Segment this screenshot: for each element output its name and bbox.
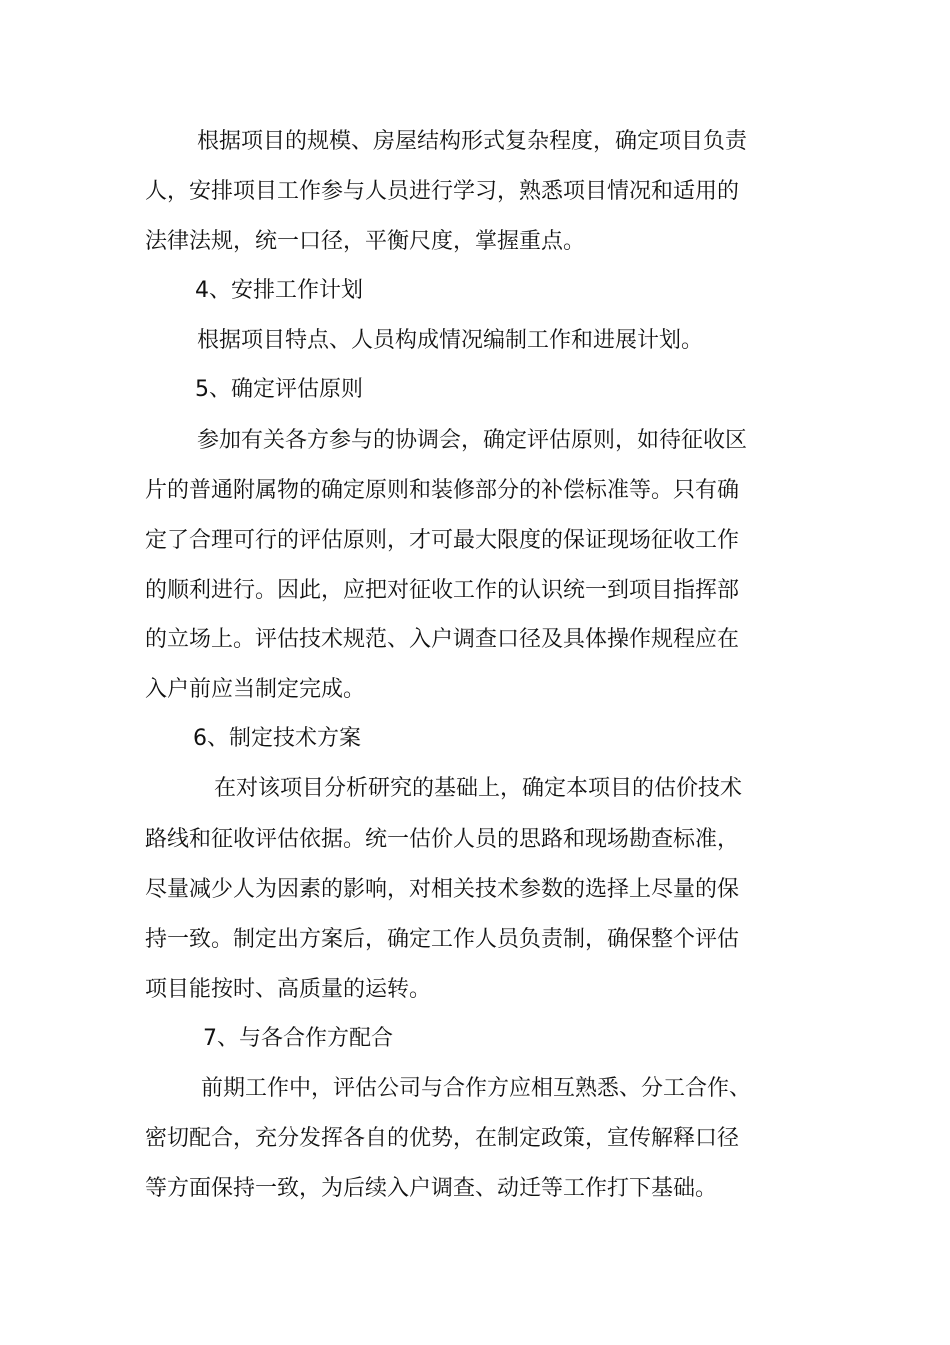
paragraph-line: 定了合理可行的评估原则，才可最大限度的保证现场征收工作 [145,528,740,553]
paragraph-line: 参加有关各方参与的协调会，确定评估原则，如待征收区 [197,428,748,453]
paragraph-line: 入户前应当制定完成。 [145,677,366,702]
paragraph-line: 在对该项目分析研究的基础上，确定本项目的估价技术 [214,776,743,801]
paragraph-line: 项目能按时、高质量的运转。 [145,977,432,1002]
paragraph-line: 的立场上。评估技术规范、入户调查口径及具体操作规程应在 [145,627,740,652]
section-heading-4: 4、安排工作计划 [195,278,363,303]
paragraph-line: 法律法规，统一口径，平衡尺度，掌握重点。 [145,229,586,254]
paragraph-line: 人，安排项目工作参与人员进行学习，熟悉项目情况和适用的 [145,179,740,204]
section-heading-6: 6、制定技术方案 [193,726,361,751]
section-heading-7: 7、与各合作方配合 [203,1026,393,1051]
paragraph-line: 密切配合，充分发挥各自的优势，在制定政策，宣传解释口径 [145,1126,740,1151]
paragraph-line: 等方面保持一致，为后续入户调查、动迁等工作打下基础。 [145,1176,718,1201]
section-heading-5: 5、确定评估原则 [195,377,363,402]
paragraph-line: 片的普通附属物的确定原则和装修部分的补偿标准等。只有确 [145,478,740,503]
paragraph-line: 前期工作中，评估公司与合作方应相互熟悉、分工合作、 [201,1076,752,1101]
paragraph-line: 路线和征收评估依据。统一估价人员的思路和现场勘查标准， [145,827,740,852]
paragraph-line: 持一致。制定出方案后，确定工作人员负责制，确保整个评估 [145,927,740,952]
paragraph-line: 根据项目的规模、房屋结构形式复杂程度，确定项目负责 [197,129,748,154]
paragraph-line: 的顺利进行。因此，应把对征收工作的认识统一到项目指挥部 [145,578,740,603]
paragraph-line: 根据项目特点、人员构成情况编制工作和进展计划。 [197,328,704,353]
paragraph-line: 尽量减少人为因素的影响，对相关技术参数的选择上尽量的保 [145,877,740,902]
